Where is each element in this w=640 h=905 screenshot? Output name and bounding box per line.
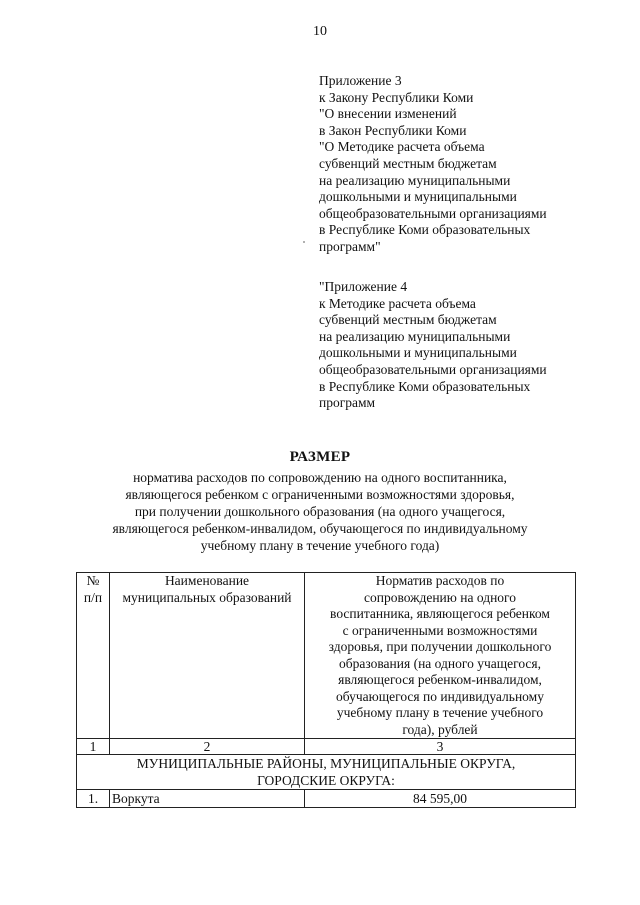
document-title: РАЗМЕР — [289, 449, 351, 465]
header-norm-line: образования (на одного учащегося, — [339, 655, 541, 671]
subtitle-line: являющегося ребенком-инвалидом, обучающегося по индивидуальному — [112, 521, 528, 536]
appendix-3-line: общеобразовательными организациями — [319, 205, 547, 221]
header-norm-line: с ограниченными возможностями — [342, 622, 538, 638]
appendix-4-line: на реализацию муниципальными — [319, 328, 511, 344]
header-norm-line: учебному плану в течение учебного — [336, 705, 544, 720]
header-name-line: Наименование — [164, 573, 250, 588]
document-subtitle — [0, 469, 640, 554]
column-index-cell: 2 — [110, 739, 305, 755]
column-index-row — [77, 739, 576, 755]
table-row — [77, 790, 576, 808]
appendix-3-line: в Закон Республики Коми — [319, 122, 467, 138]
group-heading-row — [77, 755, 576, 790]
appendix-4-line: субвенций местным бюджетам — [319, 312, 497, 328]
appendix-3-line: программ" — [319, 238, 381, 254]
appendix-3-line: к Закону Республики Коми — [319, 89, 474, 105]
page-number: 10 — [313, 24, 327, 39]
header-name-line: муниципальных образований — [122, 589, 292, 605]
subtitle-line: учебному плану в течение учебного года) — [200, 538, 440, 553]
appendix-3-line: в Республике Коми образовательных — [319, 222, 531, 238]
appendix-4-line: дошкольными и муниципальными — [319, 345, 517, 361]
subtitle-line: норматива расходов по сопровождению на одного воспитанника, — [133, 470, 507, 485]
column-index-cell: 3 — [305, 739, 576, 755]
header-norm-cell — [305, 573, 576, 739]
row-num-cell: 1. — [77, 790, 110, 808]
appendix-3-line: на реализацию муниципальными — [319, 172, 511, 188]
row-norm-cell: 84 595,00 — [305, 790, 576, 808]
header-num-line: № — [86, 573, 100, 588]
norms-table — [76, 572, 576, 808]
appendix-4-line: в Республике Коми образовательных — [319, 378, 531, 394]
appendix-3-header — [319, 73, 547, 256]
header-num-cell — [77, 573, 110, 739]
appendix-4-line: общеобразовательными организациями — [319, 361, 547, 377]
subtitle-line: при получении дошкольного образования (на одного учащегося, — [134, 504, 506, 519]
appendix-3-line: "О внесении изменений — [319, 106, 457, 122]
scan-speck — [303, 241, 305, 243]
row-name-cell: Воркута — [110, 790, 305, 808]
header-norm-line: Норматив расходов по — [375, 573, 505, 588]
header-name-cell — [110, 573, 305, 739]
header-norm-line: воспитанника, являющегося ребенком — [330, 606, 550, 621]
appendix-3-line: субвенций местным бюджетам — [319, 155, 497, 171]
header-norm-line: являющегося ребенком-инвалидом, — [338, 672, 542, 687]
column-index-cell: 1 — [77, 739, 110, 755]
appendix-4-line: программ — [319, 395, 376, 411]
group-heading-cell — [77, 755, 576, 790]
appendix-3-line: Приложение 3 — [319, 73, 402, 88]
appendix-3-line: "О Методике расчета объема — [319, 139, 485, 155]
appendix-4-header — [319, 279, 547, 412]
appendix-4-line: "Приложение 4 — [319, 279, 408, 294]
header-num-line: п/п — [83, 589, 103, 605]
header-norm-line: здоровья, при получении дошкольного — [328, 639, 552, 654]
appendix-4-line: к Методике расчета объема — [319, 295, 476, 311]
header-norm-line: года), рублей — [402, 721, 478, 737]
subtitle-line: являющегося ребенком с ограниченными возможностями здоровья, — [125, 487, 515, 502]
group-heading-line: ГОРОДСКИЕ ОКРУГА: — [257, 773, 395, 788]
table-header-row — [77, 573, 576, 739]
appendix-3-line: дошкольными и муниципальными — [319, 189, 517, 205]
header-norm-line: сопровождению на одного — [363, 589, 516, 605]
group-heading-line: МУНИЦИПАЛЬНЫЕ РАЙОНЫ, МУНИЦИПАЛЬНЫЕ ОКРУГА, — [136, 756, 516, 771]
header-norm-line: обучающегося по индивидуальному — [336, 688, 544, 704]
